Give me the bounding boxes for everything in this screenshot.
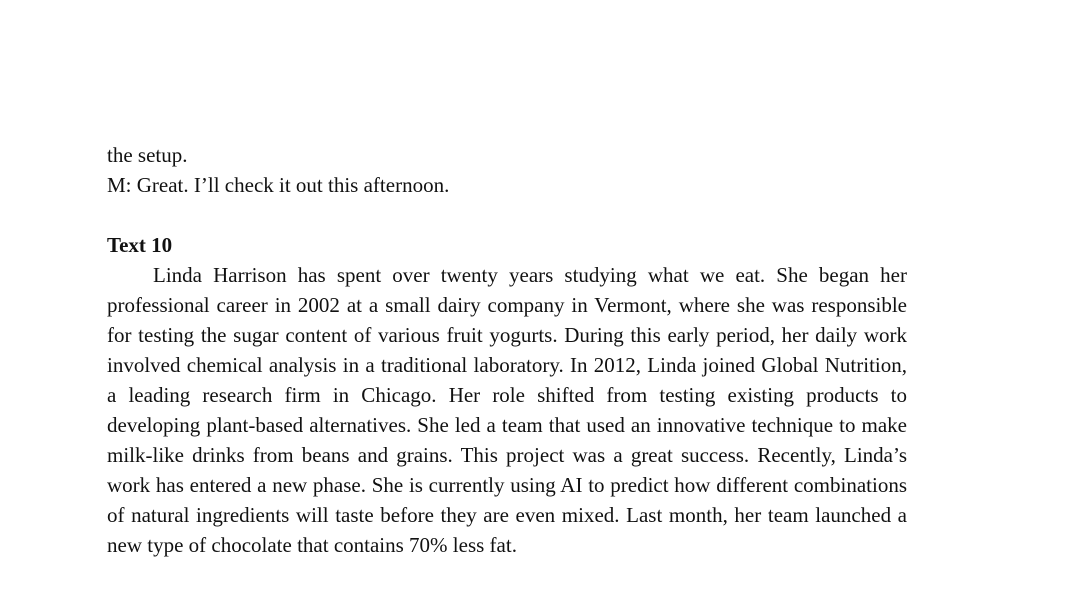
section-spacer [107, 200, 907, 230]
dialogue-man-line: M: Great. I’ll check it out this afternoon. [107, 173, 450, 197]
dialogue-continuation: the setup. [107, 143, 188, 167]
section-heading: Text 10 [107, 233, 173, 257]
document-body [107, 140, 907, 560]
text10-paragraph: Linda Harrison has spent over twenty years studying what we eat. She began her professional career in 2002 at a small dairy company in Vermont, where she was responsible for testing the sugar content of various fruit yogurts. During this early period, her daily work involved chemical analysis in a traditional laboratory. In 2012, Linda joined Global Nutrition, a leading research firm in Chicago. Her role shifted from testing existing products to developing plant-based alternatives. She led a team that used an innovative technique to make milk-like drinks from beans and grains. This project was a great success. Recently, Linda’s work has entered a new phase. She is currently using AI to predict how different combinations of natural ingredients will taste before they are even mixed. Last month, her team launched a new type of chocolate that contains 70% less fat. [107, 263, 907, 557]
